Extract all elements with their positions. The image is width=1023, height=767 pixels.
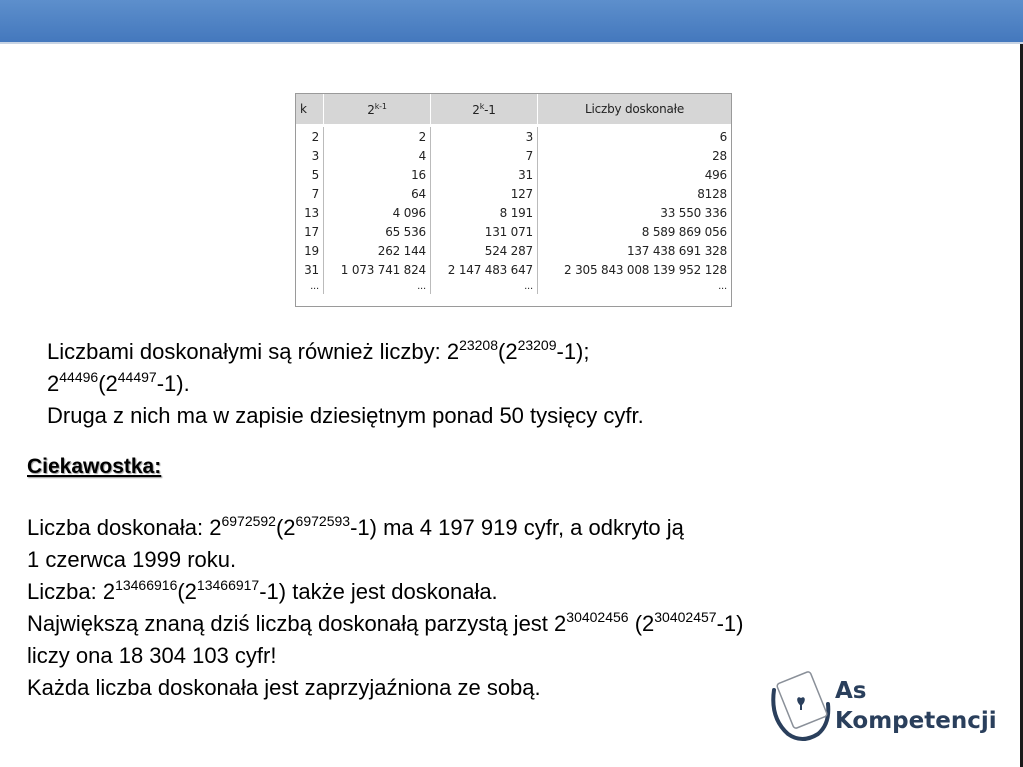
heading-ciekawostka: Ciekawostka: [27,455,162,478]
logo-card-icon [768,668,834,746]
logo-line-as: As [835,678,867,704]
table-cell-k: 17 [296,223,324,242]
table-cell-b: 524 287 [431,242,538,261]
table-cell-a: 65 536 [324,223,431,242]
logo-text [835,676,997,736]
table-cell-a: 4 [324,147,431,166]
table-cell-k: 7 [296,185,324,204]
perfect-numbers-table [295,93,732,307]
table-cell-b: 8 191 [431,204,538,223]
text-line: Liczba: $2^{13466916}(2^{13466917}-1)$ także jest doskonała. [27,577,498,604]
table-row [296,147,731,166]
text-line: $2^{44496}(2^{44497}-1)$. [47,369,190,396]
text-line: Największą znaną dziś liczbą doskonałą parzystą jest $2^{30402456}$ $(2^{30402457}-1)$ [27,609,744,636]
text-line: Liczba doskonała: $2^{6972592}(2^{6972593}-1)$ ma 4 197 919 cyfr, a odkryto ją [27,513,684,540]
table-cell-p: 6 [719,130,727,144]
table-header-row [296,94,731,126]
table-cell-ellipsis: ... [431,280,538,294]
table-cell-k: 3 [296,147,324,166]
table-cell-p: 8 589 869 056 [641,225,727,239]
table-cell-p: 33 550 336 [660,206,727,220]
text-line: Liczbami doskonałymi są również liczby: $2^{23208}(2^{23209}-1)$; [47,337,590,364]
table-cell-k: 31 [296,261,324,280]
table-cell-a: 262 144 [324,242,431,261]
table-cell-a: 2 [324,126,431,148]
paragraph-curiosity [27,512,743,704]
table-cell-k: 2 [296,126,324,148]
table-cell-a: 4 096 [324,204,431,223]
table-row [296,126,731,148]
table-cell-b: 2 147 483 647 [431,261,538,280]
table-cell-k: 5 [296,166,324,185]
table-cell-b: 127 [431,185,538,204]
table-row [296,185,731,204]
table-cell-ellipsis: ... [718,281,727,292]
table-cell-k: 19 [296,242,324,261]
table-cell-p: 28 [712,149,727,163]
logo-line-kompetencji: Kompetencji [835,708,997,734]
table-row-ellipsis [296,280,731,294]
table-cell-b: 131 071 [431,223,538,242]
header-2-pow-k-minus-one: 2$^k$-1 [431,94,538,126]
table-row [296,242,731,261]
header-bar [0,0,1023,44]
header-perfect-numbers: Liczby doskonałe [538,94,732,126]
table-row [296,223,731,242]
table-row [296,204,731,223]
table [296,94,731,294]
paragraph-other-perfect-numbers [47,336,644,432]
header-2-pow-k-minus-1: 2$^{k-1}$ [324,94,431,126]
table-cell-a: 16 [324,166,431,185]
table-cell-p: 2 305 843 008 139 952 128 [564,263,727,277]
header-k: k [296,94,324,126]
table-cell-p: 8128 [697,187,727,201]
table-cell-a: 1 073 741 824 [324,261,431,280]
as-kompetencji-logo [768,668,998,748]
table-cell-k: 13 [296,204,324,223]
table-row [296,261,731,280]
table-cell-b: 3 [431,126,538,148]
table-row [296,166,731,185]
text-line: Druga z nich ma w zapisie dziesiętnym ponad 50 tysięcy cyfr. [47,403,644,428]
table-cell-a: 64 [324,185,431,204]
text-line: liczy ona 18 304 103 cyfr! [27,643,277,668]
table-cell-b: 31 [431,166,538,185]
table-cell-ellipsis: ... [324,280,431,294]
table-cell-ellipsis: ... [296,280,324,294]
text-line: 1 czerwca 1999 roku. [27,547,237,572]
table-cell-b: 7 [431,147,538,166]
table-cell-p: 137 438 691 328 [626,244,727,258]
text-line: Każda liczba doskonała jest zaprzyjaźniona ze sobą. [27,675,541,700]
table-cell-p: 496 [704,168,727,182]
